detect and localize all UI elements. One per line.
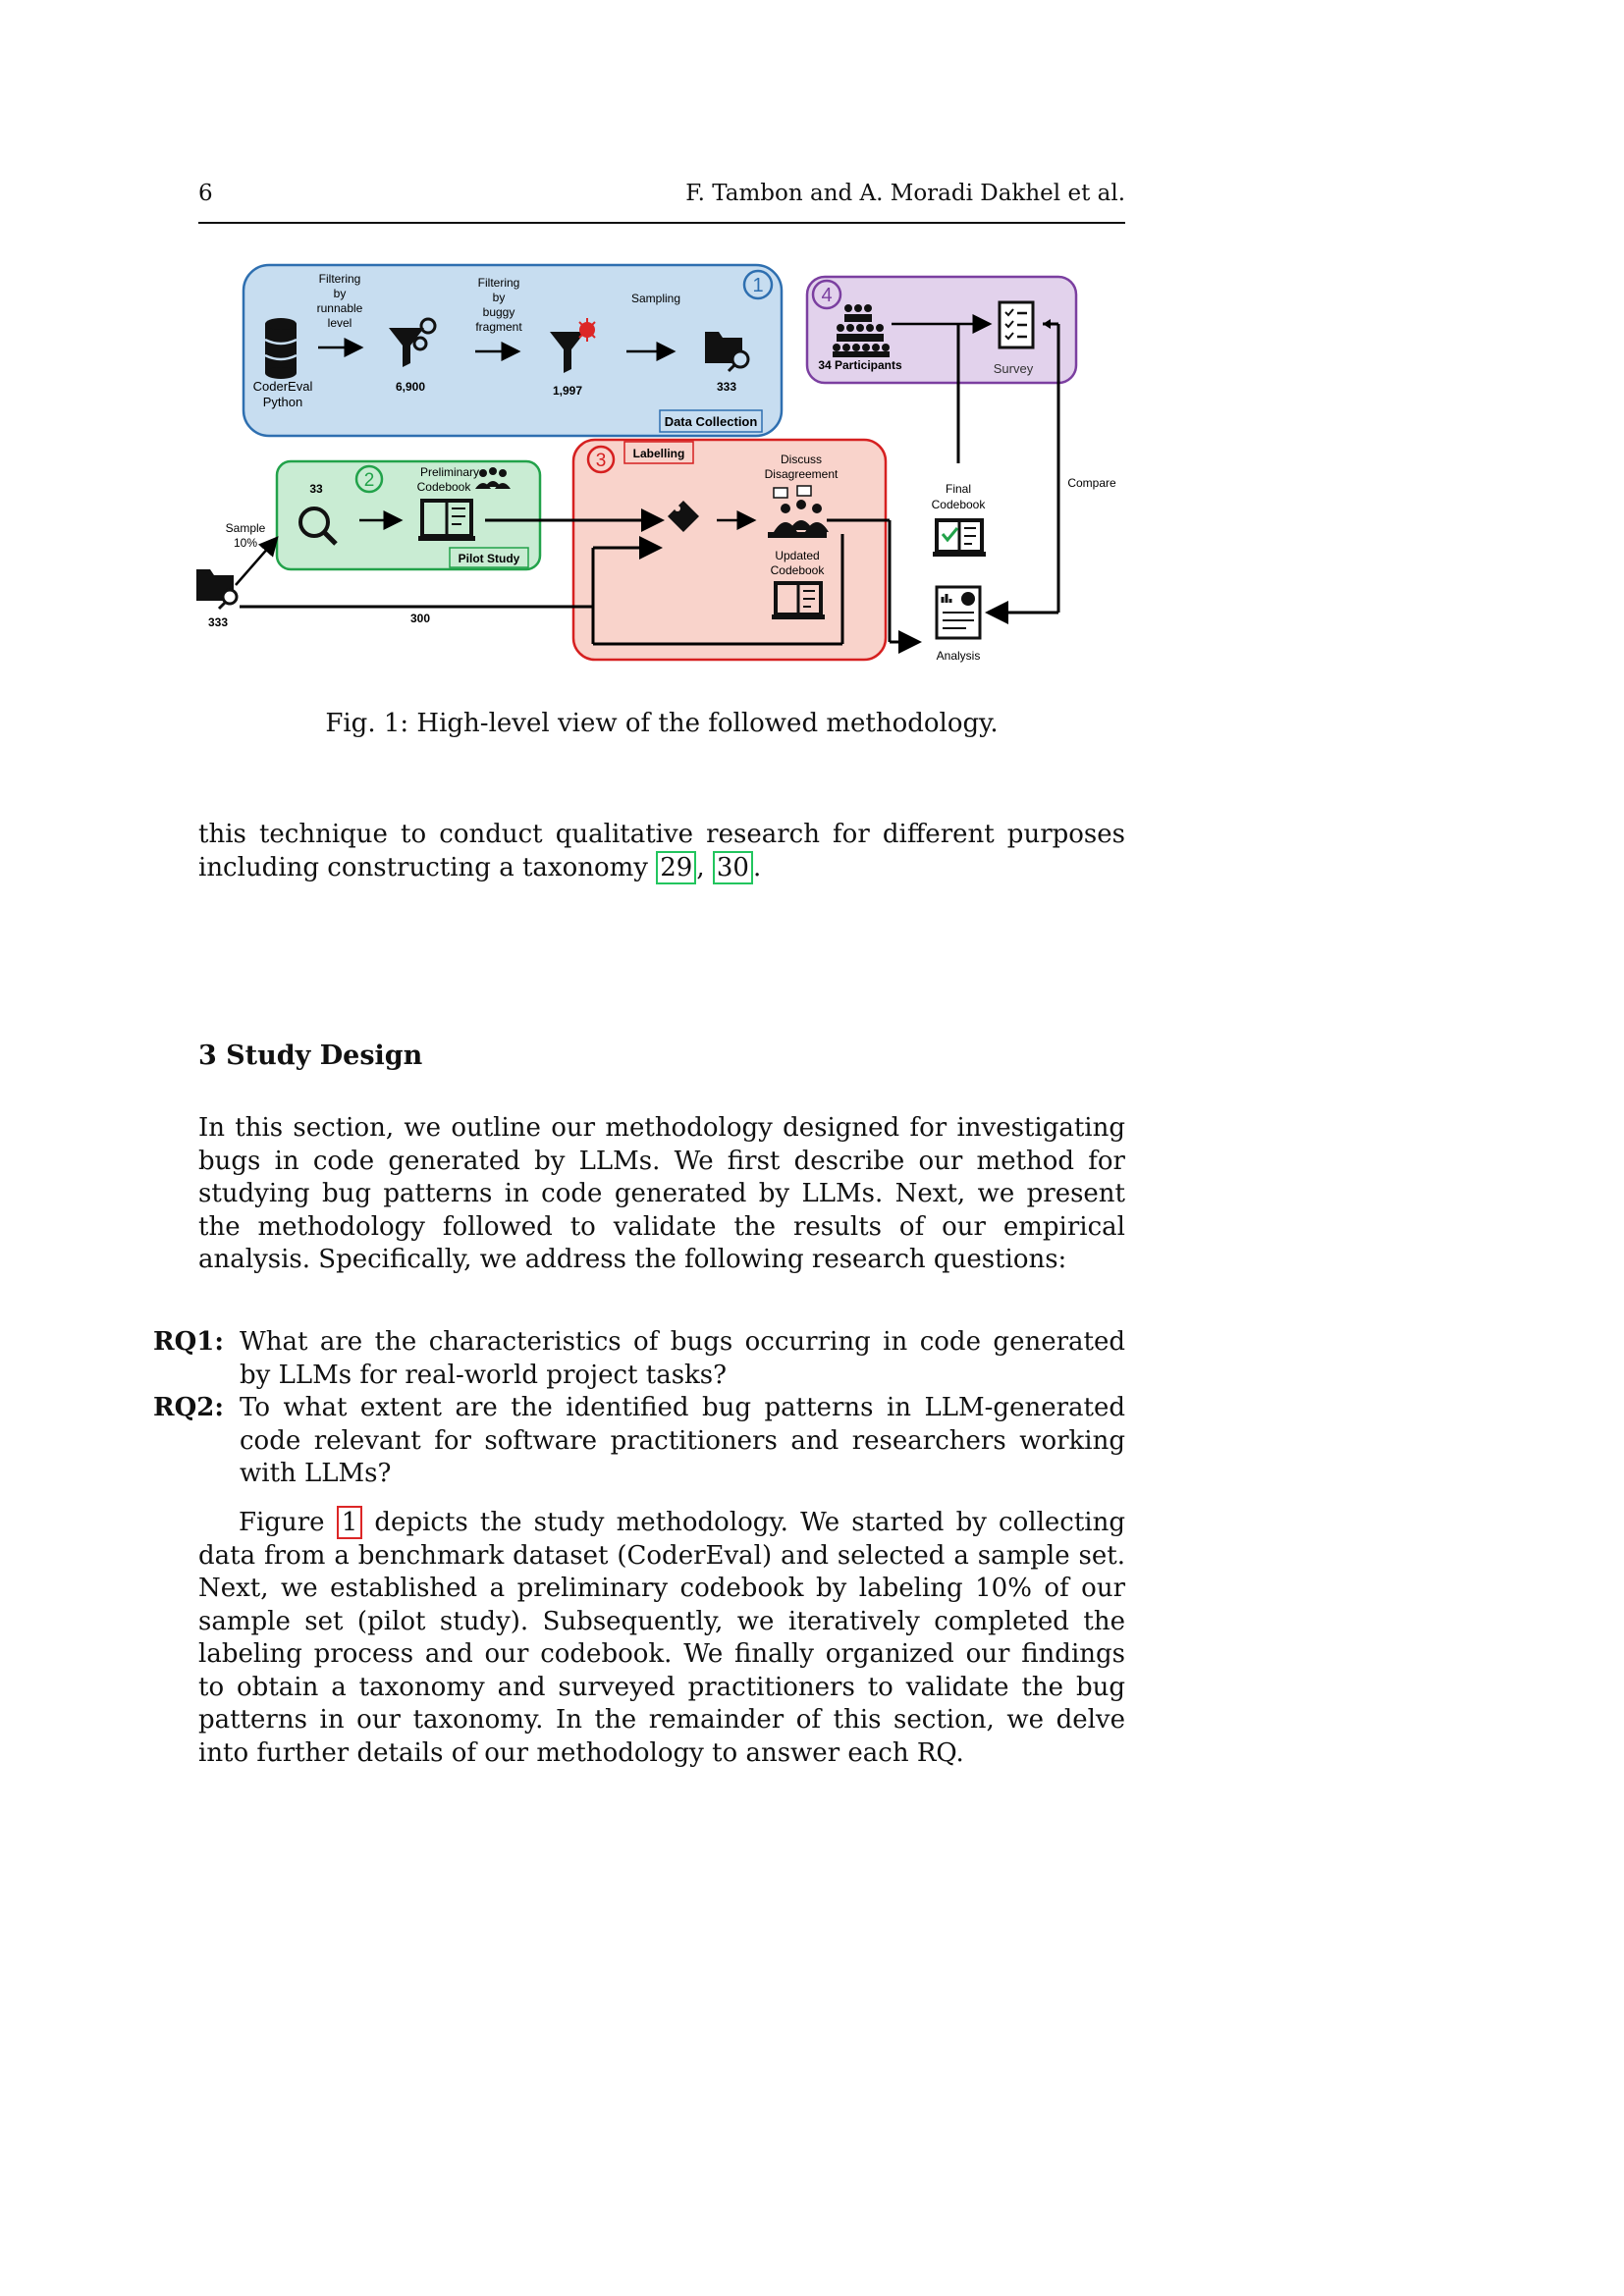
prelim-codebook-line2: Codebook bbox=[416, 480, 471, 494]
final-codebook-line2: Codebook bbox=[931, 498, 986, 511]
db-label-2: Python bbox=[262, 395, 303, 409]
stage3-title: Labelling bbox=[632, 447, 685, 460]
sample-line1: Sample bbox=[225, 521, 266, 535]
count-6900: 6,900 bbox=[395, 380, 426, 394]
running-head-authors: F. Tambon and A. Moradi Dakhel et al. bbox=[685, 181, 1125, 206]
rq1-text: What are the characteristics of bugs occurring in code generated by LLMs for real-world project tasks? bbox=[240, 1327, 1125, 1390]
updated-codebook-line2: Codebook bbox=[770, 563, 825, 577]
rq2-text: To what extent are the identified bug patterns in LLM-generated code relevant for software practitioners and researchers working with LLMs? bbox=[240, 1393, 1125, 1488]
para1-text-b: . bbox=[752, 852, 762, 882]
stage-data-collection bbox=[244, 265, 782, 436]
paragraph-methodology bbox=[198, 1507, 1125, 1770]
paragraph-study-design: In this section, we outline our methodology designed for investigating bugs in code generated by LLMs. We first describe our method for studying bug patterns in code generated by LLMs. Next, we present the methodology followed to validate the results of our empirical analysis. Specifically, we address the following research questions: bbox=[198, 1113, 1125, 1274]
citation-29[interactable]: 29 bbox=[656, 851, 696, 884]
filter1-line3: runnable bbox=[316, 301, 363, 315]
prelim-codebook-line1: Preliminary bbox=[419, 465, 480, 479]
filter1-line2: by bbox=[333, 287, 347, 300]
count-333-sample: 333 bbox=[716, 380, 737, 394]
participants-label: 34 Participants bbox=[818, 358, 902, 372]
final-codebook-line1: Final bbox=[945, 482, 972, 496]
stage2-number: 2 bbox=[363, 470, 375, 491]
analysis-report-icon bbox=[937, 587, 980, 638]
survey-label: Survey bbox=[993, 361, 1034, 376]
stage-survey bbox=[807, 277, 1076, 383]
filter2-line2: by bbox=[492, 291, 506, 304]
research-question-2 bbox=[153, 1392, 1125, 1491]
discuss-line2: Disagreement bbox=[764, 467, 839, 481]
stage-labelling bbox=[573, 440, 886, 660]
figure-1-ref[interactable]: 1 bbox=[337, 1506, 363, 1539]
count-33: 33 bbox=[309, 482, 323, 496]
para3-text-b: depicts the study methodology. We started by collecting data from a benchmark dataset (CoderEval) and selected a sample set. Next, we established a preliminary codebook by labeling 10% of our sample set (pilot study). Subsequently, we iteratively completed the labeling process and our codebook. We finally organized our findings to obtain a taxonomy and surveyed practitioners to validate the bug patterns in our taxonomy. In the remainder of this section, we delve into further details of our methodology to answer each RQ. bbox=[198, 1508, 1126, 1768]
count-1997: 1,997 bbox=[552, 384, 583, 398]
page-number: 6 bbox=[198, 181, 213, 206]
stage4-number: 4 bbox=[821, 285, 833, 306]
stage1-title: Data Collection bbox=[664, 414, 758, 429]
folder-count-333: 333 bbox=[207, 615, 229, 629]
filter2-line3: buggy bbox=[482, 305, 515, 319]
discuss-line1: Discuss bbox=[780, 453, 823, 466]
updated-codebook-line1: Updated bbox=[775, 549, 820, 562]
rq2-label: RQ2: bbox=[153, 1393, 224, 1422]
research-question-1 bbox=[153, 1326, 1125, 1392]
stage3-number: 3 bbox=[595, 451, 607, 471]
stage2-title: Pilot Study bbox=[458, 552, 520, 565]
para3-text-a: Figure bbox=[239, 1508, 337, 1537]
figure-caption: Fig. 1: High-level view of the followed methodology. bbox=[325, 709, 999, 738]
stage-pilot-study bbox=[277, 461, 540, 569]
survey-checklist-icon bbox=[1000, 302, 1033, 347]
page-header bbox=[198, 179, 1125, 224]
methodology-figure bbox=[192, 257, 1135, 679]
filter2-line4: fragment bbox=[475, 320, 522, 334]
sampling-label: Sampling bbox=[630, 292, 681, 305]
database-icon bbox=[265, 318, 297, 379]
para1-text-a: this technique to conduct qualitative research for different purposes including constructing a taxonomy bbox=[198, 820, 1125, 882]
analysis-label: Analysis bbox=[936, 649, 981, 663]
para1-sep: , bbox=[696, 852, 713, 882]
section-title: 3 Study Design bbox=[198, 1041, 423, 1071]
filter1-line4: level bbox=[327, 316, 352, 330]
db-label-1: CoderEval bbox=[252, 379, 313, 394]
final-codebook-icon bbox=[933, 520, 986, 557]
input-folder-icon bbox=[196, 569, 237, 609]
filter1-line1: Filtering bbox=[318, 272, 361, 286]
filter2-line1: Filtering bbox=[477, 276, 520, 290]
paragraph-intro-end bbox=[198, 819, 1125, 884]
sample-line2: 10% bbox=[233, 536, 258, 550]
stage1-number: 1 bbox=[752, 275, 764, 296]
remaining-count-300: 300 bbox=[409, 612, 431, 625]
citation-30[interactable]: 30 bbox=[713, 851, 753, 884]
compare-label: Compare bbox=[1067, 476, 1116, 490]
rq1-label: RQ1: bbox=[153, 1327, 224, 1357]
